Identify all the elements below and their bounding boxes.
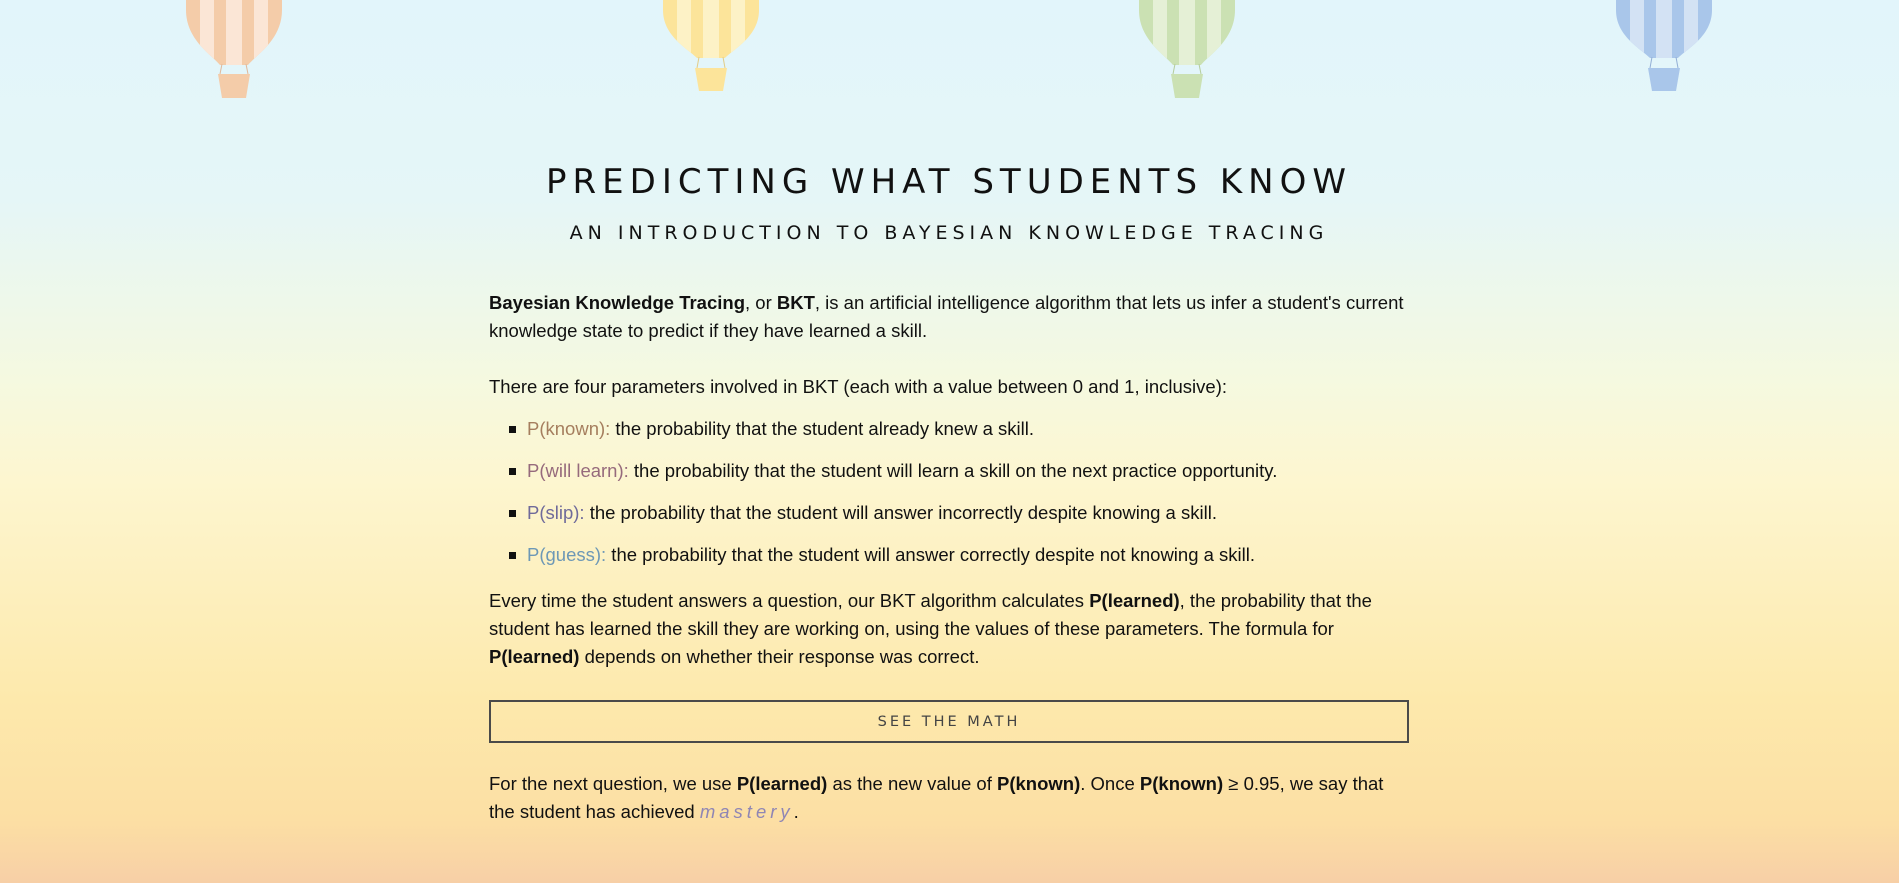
bkt-name: Bayesian Knowledge Tracing — [489, 292, 745, 313]
param-known-key: P(known): — [527, 418, 611, 439]
mastery-word: mastery — [699, 801, 794, 822]
next-paragraph: For the next question, we use P(learned) as the new value of P(known). Once P(known) ≥ 0.95, we say that the student has achieved mastery. — [489, 773, 1384, 822]
list-item: P(guess): the probability that the student will answer correctly despite not knowing a skill. — [527, 541, 1409, 569]
balloon-peach-icon — [186, 0, 282, 100]
balloon-blue-icon — [1616, 0, 1712, 100]
balloon-green-icon — [1139, 0, 1235, 100]
page-title: PREDICTING WHAT STUDENTS KNOW — [546, 162, 1352, 202]
main-content — [489, 160, 1409, 826]
calc-paragraph: Every time the student answers a question, our BKT algorithm calculates P(learned), the probability that the student has learned the skill they are working on, using the values of these parameters. The formula for P(learned) depends on whether their response was correct. — [489, 590, 1372, 667]
param-guess-key: P(guess): — [527, 544, 607, 565]
see-the-math-button[interactable]: SEE THE MATH — [489, 700, 1409, 743]
param-will-learn-key: P(will learn): — [527, 460, 629, 481]
balloon-yellow-icon — [663, 0, 759, 100]
param-slip-key: P(slip): — [527, 502, 585, 523]
intro-paragraph: Bayesian Knowledge Tracing, or BKT, is an artificial intelligence algorithm that lets us infer a student's current knowledge state to predict if they have learned a skill. — [489, 292, 1404, 341]
list-item: P(will learn): the probability that the student will learn a skill on the next practice opportunity. — [527, 457, 1409, 485]
params-list — [489, 415, 1409, 569]
list-item: P(known): the probability that the student already knew a skill. — [527, 415, 1409, 443]
list-item: P(slip): the probability that the student will answer incorrectly despite knowing a skill. — [527, 499, 1409, 527]
page-subtitle: AN INTRODUCTION TO BAYESIAN KNOWLEDGE TRACING — [569, 222, 1329, 244]
params-intro: There are four parameters involved in BKT (each with a value between 0 and 1, inclusive): — [489, 376, 1227, 397]
bkt-abbr: BKT — [776, 292, 815, 313]
